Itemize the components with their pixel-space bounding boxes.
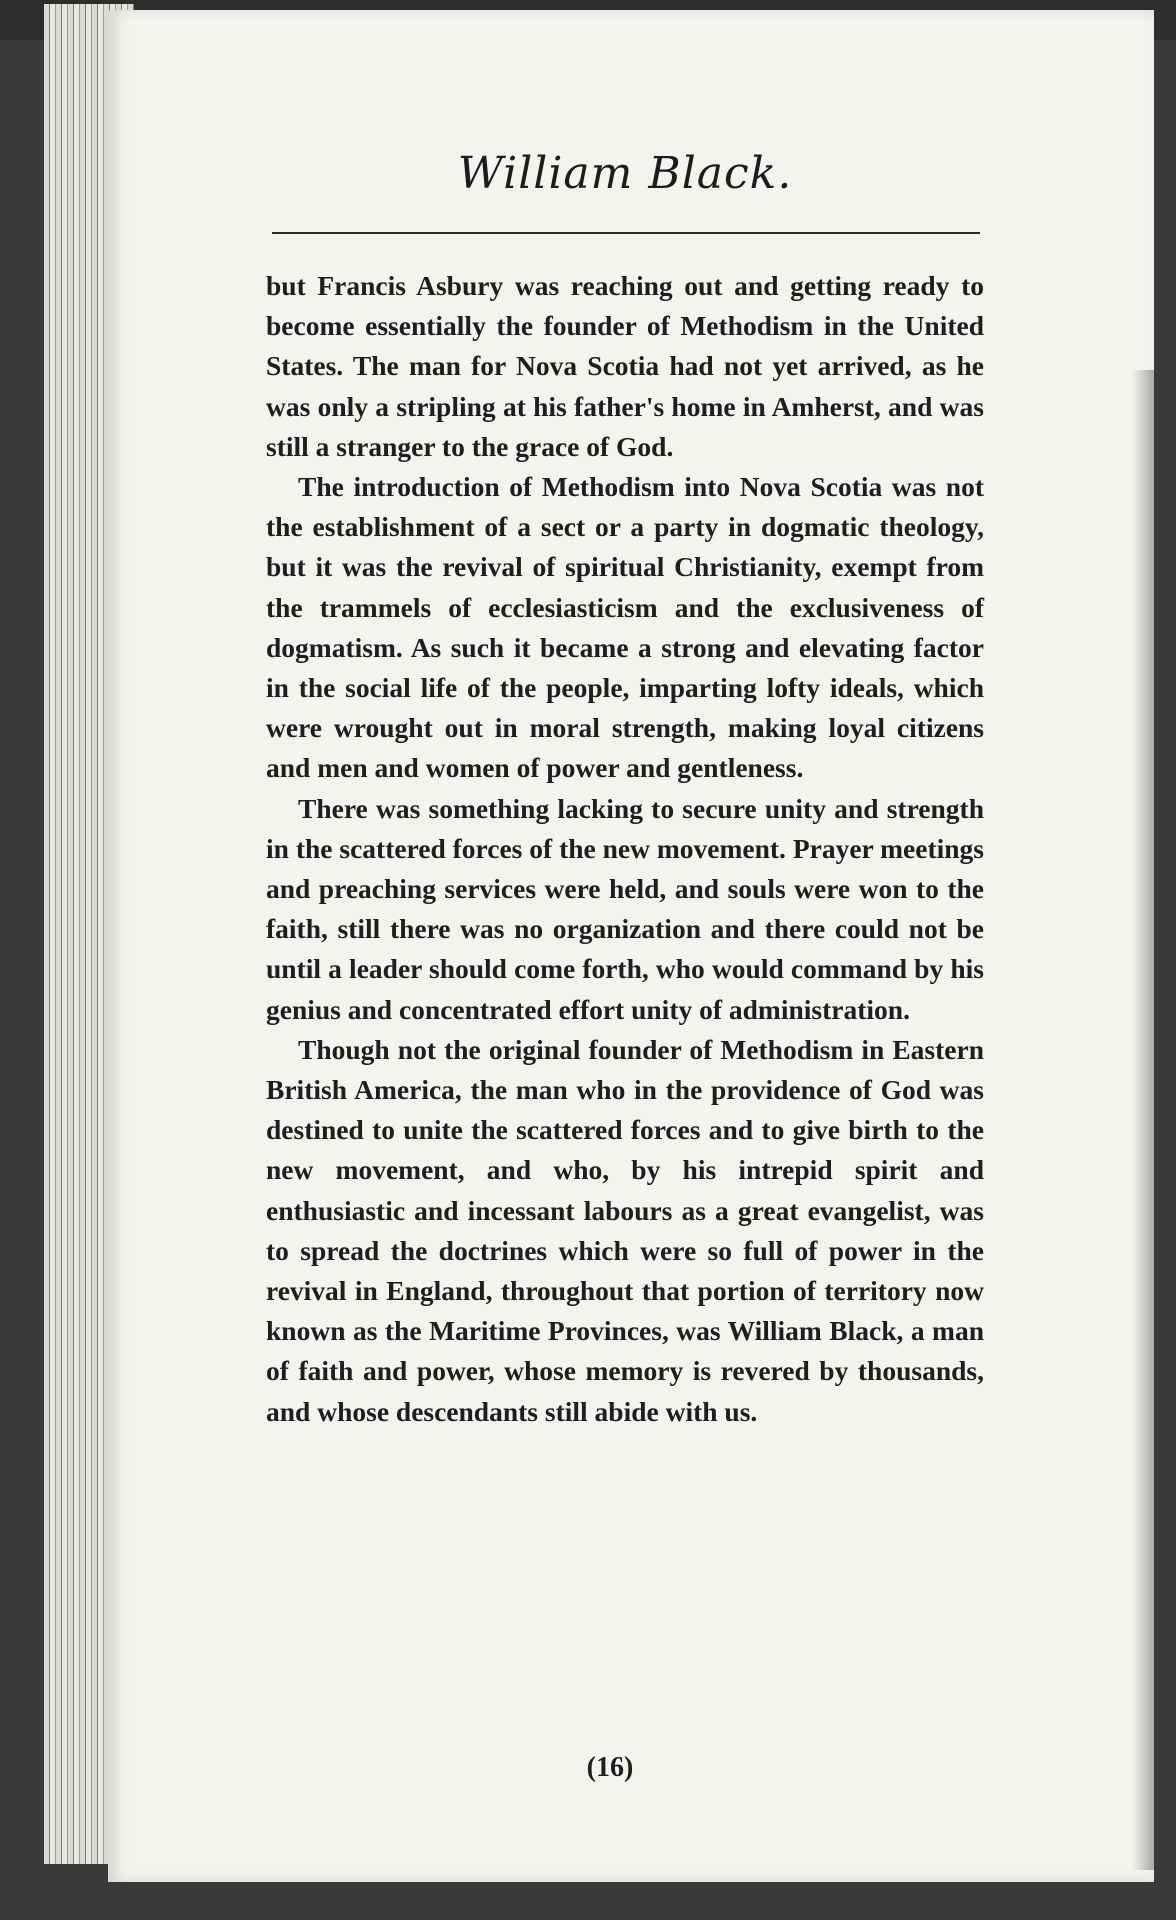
page-number: (16) (586, 1752, 634, 1783)
header-rule (272, 232, 980, 234)
paragraph-1: but Francis Asbury was reaching out and getting ready to become essentially the founder of Methodism in the United States. The man for Nova Scotia had not yet arrived, as he was only a stripling at his father's home in Amherst, and was still a stranger to the grace of God. (266, 270, 984, 462)
paragraph-3: There was something lacking to secure unity and strength in the scattered forces of the new movement. Prayer meetings and preaching services were held, and souls were won to the faith, still there was no organization and there could not be until a leader should come forth, who would command by his genius and concentrated effort unity of administration. (266, 792, 984, 1025)
page-fold-shadow (1132, 370, 1154, 1870)
paragraph-2: The introduction of Methodism into Nova Scotia was not the establishment of a sect or a party in dogmatic theology, but it was the revival of spiritual Christianity, exempt from the trammels of ecclesiasticism and the exclusiveness of dogmatism. As such it became a strong and elevating factor in the social life of the people, imparting lofty ideals, which were wrought out in moral strength, making loyal citizens and men and women of power and gentleness. (266, 471, 984, 784)
paragraph-4: Though not the original founder of Methodism in Eastern British America, the man who in the providence of God was destined to unite the scattered forces and to give birth to the new movement, and who, by his intrepid spirit and enthusiastic and incessant labours as a great evangelist, was to spread the doctrines which were so full of power in the revival in England, throughout that portion of territory now known as the Maritime Provinces, was William Black, a man of faith and power, whose memory is revered by thousands, and whose descendants still abide with us. (266, 1033, 984, 1427)
body-text (266, 266, 984, 1432)
running-head: William Black. (457, 148, 793, 199)
